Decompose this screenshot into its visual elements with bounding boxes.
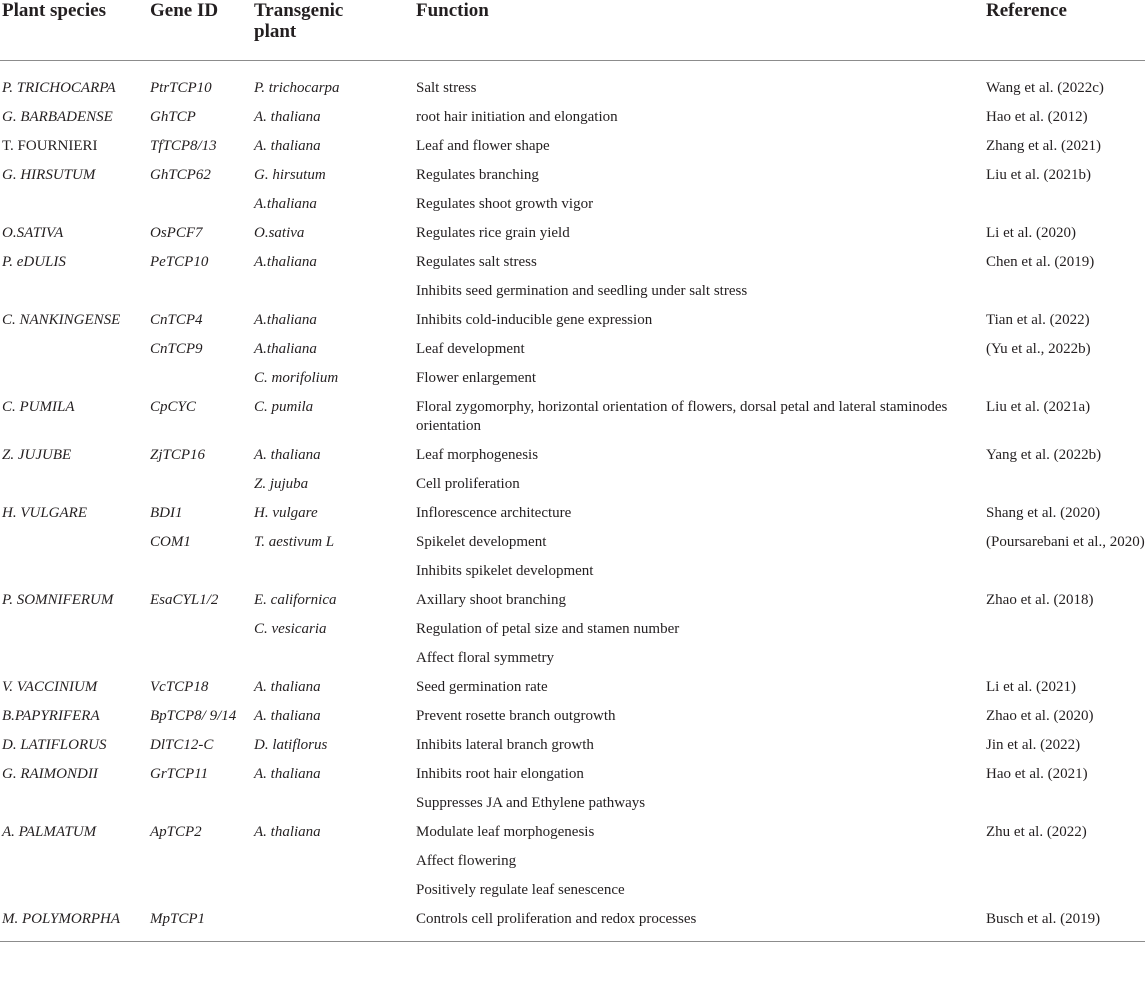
cell-transgenic-plant: A. thaliana (254, 766, 321, 782)
cell-function: Regulates salt stress (416, 254, 537, 270)
cell-reference (984, 789, 1145, 818)
cell-plant-species (0, 847, 148, 876)
table-row (0, 364, 1145, 393)
cell-gene-id: GrTCP11 (150, 766, 209, 782)
cell-gene-id (148, 277, 252, 306)
table-row (0, 731, 1145, 760)
cell-plant-species: P. SOMNIFERUM (2, 592, 114, 608)
cell-reference: Liu et al. (2021b) (986, 167, 1091, 183)
cell-transgenic-plant: A. thaliana (254, 824, 321, 840)
cell-transgenic-plant (252, 876, 414, 905)
cell-transgenic-plant: A. thaliana (254, 109, 321, 125)
table-row (0, 470, 1145, 499)
cell-function: Leaf morphogenesis (416, 447, 539, 463)
cell-transgenic-plant: D. latiflorus (254, 737, 328, 753)
cell-gene-id: CnTCP4 (150, 312, 203, 328)
cell-transgenic-plant: A. thaliana (254, 708, 321, 724)
cell-transgenic-plant: C. vesicaria (254, 621, 327, 637)
cell-gene-id: GhTCP62 (150, 167, 211, 183)
cell-function: Axillary shoot branching (416, 592, 566, 608)
cell-transgenic-plant (252, 905, 414, 942)
cell-gene-id: MpTCP1 (148, 905, 252, 942)
table-row (0, 644, 1145, 673)
cell-plant-species: G. BARBADENSE (2, 109, 113, 125)
cell-gene-id: PeTCP10 (150, 254, 209, 270)
cell-gene-id: TfTCP8/13 (150, 138, 217, 154)
cell-gene-id (148, 789, 252, 818)
cell-function: Inhibits lateral branch growth (416, 737, 594, 753)
cell-reference: Chen et al. (2019) (986, 254, 1095, 270)
cell-function: root hair initiation and elongation (416, 109, 618, 125)
cell-reference: Li et al. (2020) (986, 225, 1076, 241)
cell-plant-species: P. eDULIS (2, 254, 66, 270)
cell-reference: Li et al. (2021) (986, 679, 1076, 695)
cell-reference (984, 364, 1145, 393)
cell-reference: Zhao et al. (2020) (986, 708, 1094, 724)
table-row (0, 818, 1145, 847)
cell-reference (984, 190, 1145, 219)
cell-gene-id (148, 470, 252, 499)
cell-function: Floral zygomorphy, horizontal orientation of flowers, dorsal petal and lateral staminodes orientation (416, 399, 948, 434)
cell-function: Affect floral symmetry (416, 650, 555, 666)
cell-function: Inhibits seed germination and seedling under salt stress (416, 283, 748, 299)
table-row (0, 760, 1145, 789)
table-row (0, 789, 1145, 818)
cell-function: Salt stress (416, 80, 477, 96)
cell-plant-species (0, 277, 148, 306)
cell-gene-id: GhTCP (150, 109, 196, 125)
table-row (0, 528, 1145, 557)
cell-function: Spikelet development (416, 534, 547, 550)
cell-reference: Zhang et al. (2021) (986, 138, 1101, 154)
header-transgenic-plant: Transgenic plant (252, 0, 414, 61)
cell-gene-id: BpTCP8/ 9/14 (150, 708, 237, 724)
cell-transgenic-plant: P. trichocarpa (254, 80, 340, 96)
cell-reference: Yang et al. (2022b) (986, 447, 1102, 463)
cell-gene-id: CnTCP9 (150, 341, 203, 357)
cell-transgenic-plant: C. morifolium (254, 370, 339, 386)
cell-transgenic-plant: A.thaliana (254, 341, 317, 357)
cell-gene-id (148, 190, 252, 219)
cell-plant-species: G. HIRSUTUM (2, 167, 96, 183)
cell-function: Cell proliferation (416, 476, 520, 492)
cell-gene-id (148, 364, 252, 393)
cell-function: Regulates shoot growth vigor (416, 196, 594, 212)
cell-reference: Zhu et al. (2022) (986, 824, 1087, 840)
table-row (0, 393, 1145, 441)
cell-function: Leaf and flower shape (416, 138, 550, 154)
cell-transgenic-plant: Z. jujuba (254, 476, 309, 492)
cell-function: Seed germination rate (416, 679, 548, 695)
cell-reference (984, 277, 1145, 306)
cell-reference (984, 847, 1145, 876)
cell-function: Inhibits cold-inducible gene expression (416, 312, 653, 328)
cell-plant-species: T. FOURNIERI (2, 138, 98, 154)
cell-plant-species: A. PALMATUM (2, 824, 97, 840)
cell-plant-species (0, 789, 148, 818)
cell-reference: Busch et al. (2019) (984, 905, 1145, 942)
cell-transgenic-plant (252, 277, 414, 306)
table-body (0, 61, 1145, 942)
table-row (0, 277, 1145, 306)
cell-transgenic-plant: A. thaliana (254, 679, 321, 695)
cell-function: Leaf development (416, 341, 525, 357)
cell-gene-id: COM1 (150, 534, 191, 550)
cell-gene-id: ApTCP2 (150, 824, 202, 840)
cell-transgenic-plant: A.thaliana (254, 312, 317, 328)
cell-function: Regulation of petal size and stamen number (416, 621, 680, 637)
cell-function: Flower enlargement (416, 370, 537, 386)
table-row (0, 702, 1145, 731)
cell-reference: Tian et al. (2022) (986, 312, 1090, 328)
cell-function: Modulate leaf morphogenesis (416, 824, 595, 840)
cell-plant-species (0, 557, 148, 586)
cell-reference: Zhao et al. (2018) (986, 592, 1094, 608)
table-row (0, 441, 1145, 470)
table-row (0, 847, 1145, 876)
cell-reference: (Yu et al., 2022b) (986, 341, 1091, 357)
cell-gene-id: CpCYC (150, 399, 196, 415)
cell-gene-id (148, 557, 252, 586)
table-row (0, 248, 1145, 277)
cell-reference (984, 470, 1145, 499)
table-row (0, 132, 1145, 161)
cell-plant-species (0, 190, 148, 219)
cell-reference: (Poursarebani et al., 2020) (986, 534, 1145, 550)
cell-plant-species: P. TRICHOCARPA (2, 80, 116, 96)
cell-function: Affect flowering (416, 853, 517, 869)
cell-transgenic-plant: A. thaliana (254, 138, 321, 154)
cell-gene-id (148, 615, 252, 644)
cell-reference (984, 644, 1145, 673)
cell-gene-id: EsaCYL1/2 (150, 592, 219, 608)
cell-transgenic-plant: A. thaliana (254, 447, 321, 463)
cell-reference (984, 615, 1145, 644)
cell-function: Regulates rice grain yield (416, 225, 570, 241)
cell-function: Inhibits root hair elongation (416, 766, 584, 782)
cell-gene-id (148, 847, 252, 876)
cell-transgenic-plant: A.thaliana (254, 254, 317, 270)
cell-plant-species (0, 615, 148, 644)
cell-function: Suppresses JA and Ethylene pathways (416, 795, 646, 811)
table-row (0, 306, 1145, 335)
cell-gene-id (148, 644, 252, 673)
header-reference: Reference (984, 0, 1145, 61)
table-row (0, 161, 1145, 190)
cell-function: Regulates branching (416, 167, 539, 183)
cell-plant-species: C. PUMILA (2, 399, 75, 415)
cell-plant-species: H. VULGARE (2, 505, 87, 521)
cell-transgenic-plant: G. hirsutum (254, 167, 326, 183)
cell-plant-species: M. POLYMORPHA (0, 905, 148, 942)
cell-reference (984, 876, 1145, 905)
cell-reference: Hao et al. (2012) (986, 109, 1088, 125)
cell-plant-species (0, 644, 148, 673)
cell-transgenic-plant: A.thaliana (254, 196, 317, 212)
cell-plant-species (0, 528, 148, 557)
cell-transgenic-plant: T. aestivum L (254, 534, 335, 550)
table-row (0, 335, 1145, 364)
cell-plant-species: V. VACCINIUM (2, 679, 98, 695)
cell-reference: Wang et al. (2022c) (986, 80, 1104, 96)
cell-function: Prevent rosette branch outgrowth (416, 708, 616, 724)
cell-gene-id: PtrTCP10 (150, 80, 212, 96)
cell-reference: Liu et al. (2021a) (986, 399, 1091, 415)
cell-function: Inflorescence architecture (416, 505, 572, 521)
cell-reference: Shang et al. (2020) (986, 505, 1101, 521)
cell-function: Inhibits spikelet development (416, 563, 594, 579)
cell-plant-species (0, 470, 148, 499)
table-row (0, 499, 1145, 528)
cell-function: Controls cell proliferation and redox processes (414, 905, 984, 942)
header-plant-species: Plant species (0, 0, 148, 61)
cell-transgenic-plant (252, 557, 414, 586)
table-row (0, 905, 1145, 942)
cell-transgenic-plant: C. pumila (254, 399, 314, 415)
cell-gene-id (148, 876, 252, 905)
cell-reference: Jin et al. (2022) (986, 737, 1081, 753)
cell-transgenic-plant: H. vulgare (254, 505, 318, 521)
header-row (0, 0, 1145, 61)
table-row (0, 876, 1145, 905)
table-row (0, 557, 1145, 586)
table-row (0, 586, 1145, 615)
header-function: Function (414, 0, 984, 61)
table-row (0, 615, 1145, 644)
cell-plant-species: O.SATIVA (2, 225, 64, 241)
table-row (0, 103, 1145, 132)
table-row (0, 190, 1145, 219)
cell-plant-species (0, 876, 148, 905)
cell-transgenic-plant: O.sativa (254, 225, 305, 241)
cell-reference: Hao et al. (2021) (986, 766, 1088, 782)
cell-transgenic-plant (252, 644, 414, 673)
table-row (0, 219, 1145, 248)
table-row (0, 673, 1145, 702)
cell-plant-species: Z. JUJUBE (2, 447, 72, 463)
cell-plant-species: C. NANKINGENSE (2, 312, 121, 328)
cell-function: Positively regulate leaf senescence (416, 882, 625, 898)
cell-transgenic-plant: E. californica (254, 592, 337, 608)
cell-transgenic-plant (252, 847, 414, 876)
cell-gene-id: ZjTCP16 (150, 447, 206, 463)
cell-gene-id: BDI1 (150, 505, 183, 521)
header-gene-id: Gene ID (148, 0, 252, 61)
cell-gene-id: DlTC12-C (150, 737, 214, 753)
cell-transgenic-plant (252, 789, 414, 818)
cell-gene-id: OsPCF7 (150, 225, 203, 241)
cell-plant-species: G. RAIMONDII (2, 766, 98, 782)
table-row (0, 61, 1145, 104)
cell-plant-species: D. LATIFLORUS (2, 737, 107, 753)
cell-gene-id: VcTCP18 (150, 679, 209, 695)
cell-plant-species: B.PAPYRIFERA (2, 708, 100, 724)
